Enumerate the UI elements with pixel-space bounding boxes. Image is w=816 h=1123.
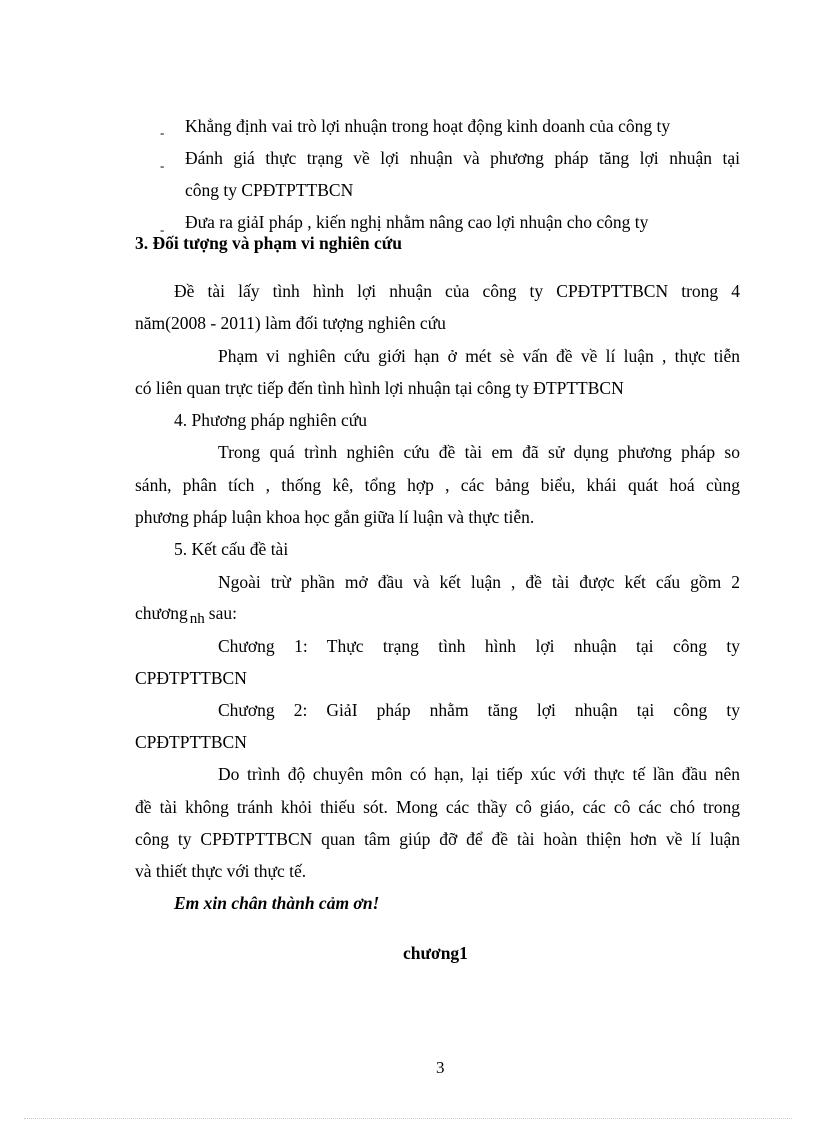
section-4-line-3: phương pháp luận khoa học gắn giữa lí luận và thực tiễn. — [135, 507, 535, 527]
intro-word: sau: — [208, 603, 237, 623]
closing-line-3: công ty CPĐTPTTBCN quan tâm giúp đỡ để đề tài hoàn thiện hơn về lí luận — [135, 829, 740, 849]
section-4-line-1: Trong quá trình nghiên cứu đề tài em đã sử dụng phương pháp so — [218, 442, 740, 462]
page-bottom-divider — [24, 1118, 792, 1119]
section-5-heading: 5. Kết cấu đề tài — [174, 539, 289, 559]
objective-item-2: Đánh giá thực trạng về lợi nhuận và phương pháp tăng lợi nhuận tại — [185, 148, 740, 168]
section-3-paragraph-1-continued: năm(2008 - 2011) làm đối tượng nghiên cứu — [135, 313, 446, 333]
page-number: 3 — [436, 1058, 445, 1077]
objective-item-3: Đưa ra giảI pháp , kiến nghị nhằm nâng cao lợi nhuận cho công ty — [185, 212, 649, 232]
bullet-marker: - — [160, 222, 165, 237]
section-3-heading: 3. Đối tượng và phạm vi nghiên cứu — [135, 233, 402, 253]
objective-item-1: Khẳng định vai trò lợi nhuận trong hoạt động kinh doanh của công ty — [185, 116, 671, 136]
section-5-intro: Ngoài trừ phần mở đầu và kết luận , đề tài được kết cấu gồm 2 — [218, 572, 740, 592]
bullet-marker: - — [160, 125, 165, 140]
chapter-1-title: Chương 1: Thực trạng tình hình lợi nhuận tại công ty — [218, 636, 740, 656]
section-3-paragraph-2-continued: có liên quan trực tiếp đến tình hình lợi nhuận tại công ty ĐTPTTBCN — [135, 378, 624, 398]
chapter-2-title: Chương 2: GiảI pháp nhằm tăng lợi nhuận tại công ty — [218, 700, 740, 720]
chapter-2-title-continued: CPĐTPTTBCN — [135, 732, 247, 752]
bullet-marker: - — [160, 158, 165, 173]
section-5-intro-continued — [135, 603, 237, 629]
thanks-line: Em xin chân thành cảm ơn! — [174, 893, 380, 913]
section-4-line-2: sánh, phân tích , thống kê, tổng hợp , các bảng biểu, khái quát hoá cùng — [135, 475, 740, 495]
section-3-paragraph-2: Phạm vi nghiên cứu giới hạn ở mét sè vấn đề về lí luận , thực tiễn — [218, 346, 740, 366]
objective-item-2-continued: công ty CPĐTPTTBCN — [185, 180, 354, 200]
closing-line-2: đề tài không tránh khỏi thiếu sót. Mong các thầy cô giáo, các cô các chó trong — [135, 797, 740, 817]
closing-line-1: Do trình độ chuyên môn có hạn, lại tiếp xúc với thực tế lần đầu nên — [218, 764, 740, 784]
stray-subscript: nh — [189, 611, 205, 627]
section-3-paragraph-1: Đề tài lấy tình hình lợi nhuận của công ty CPĐTPTTBCN trong 4 — [174, 281, 740, 301]
chapter-heading: chương1 — [403, 943, 468, 963]
chapter-1-title-continued: CPĐTPTTBCN — [135, 668, 247, 688]
intro-word: chương — [135, 603, 188, 623]
section-4-heading: 4. Phương pháp nghiên cứu — [174, 410, 367, 430]
closing-line-4: và thiết thực với thực tế. — [135, 861, 307, 881]
